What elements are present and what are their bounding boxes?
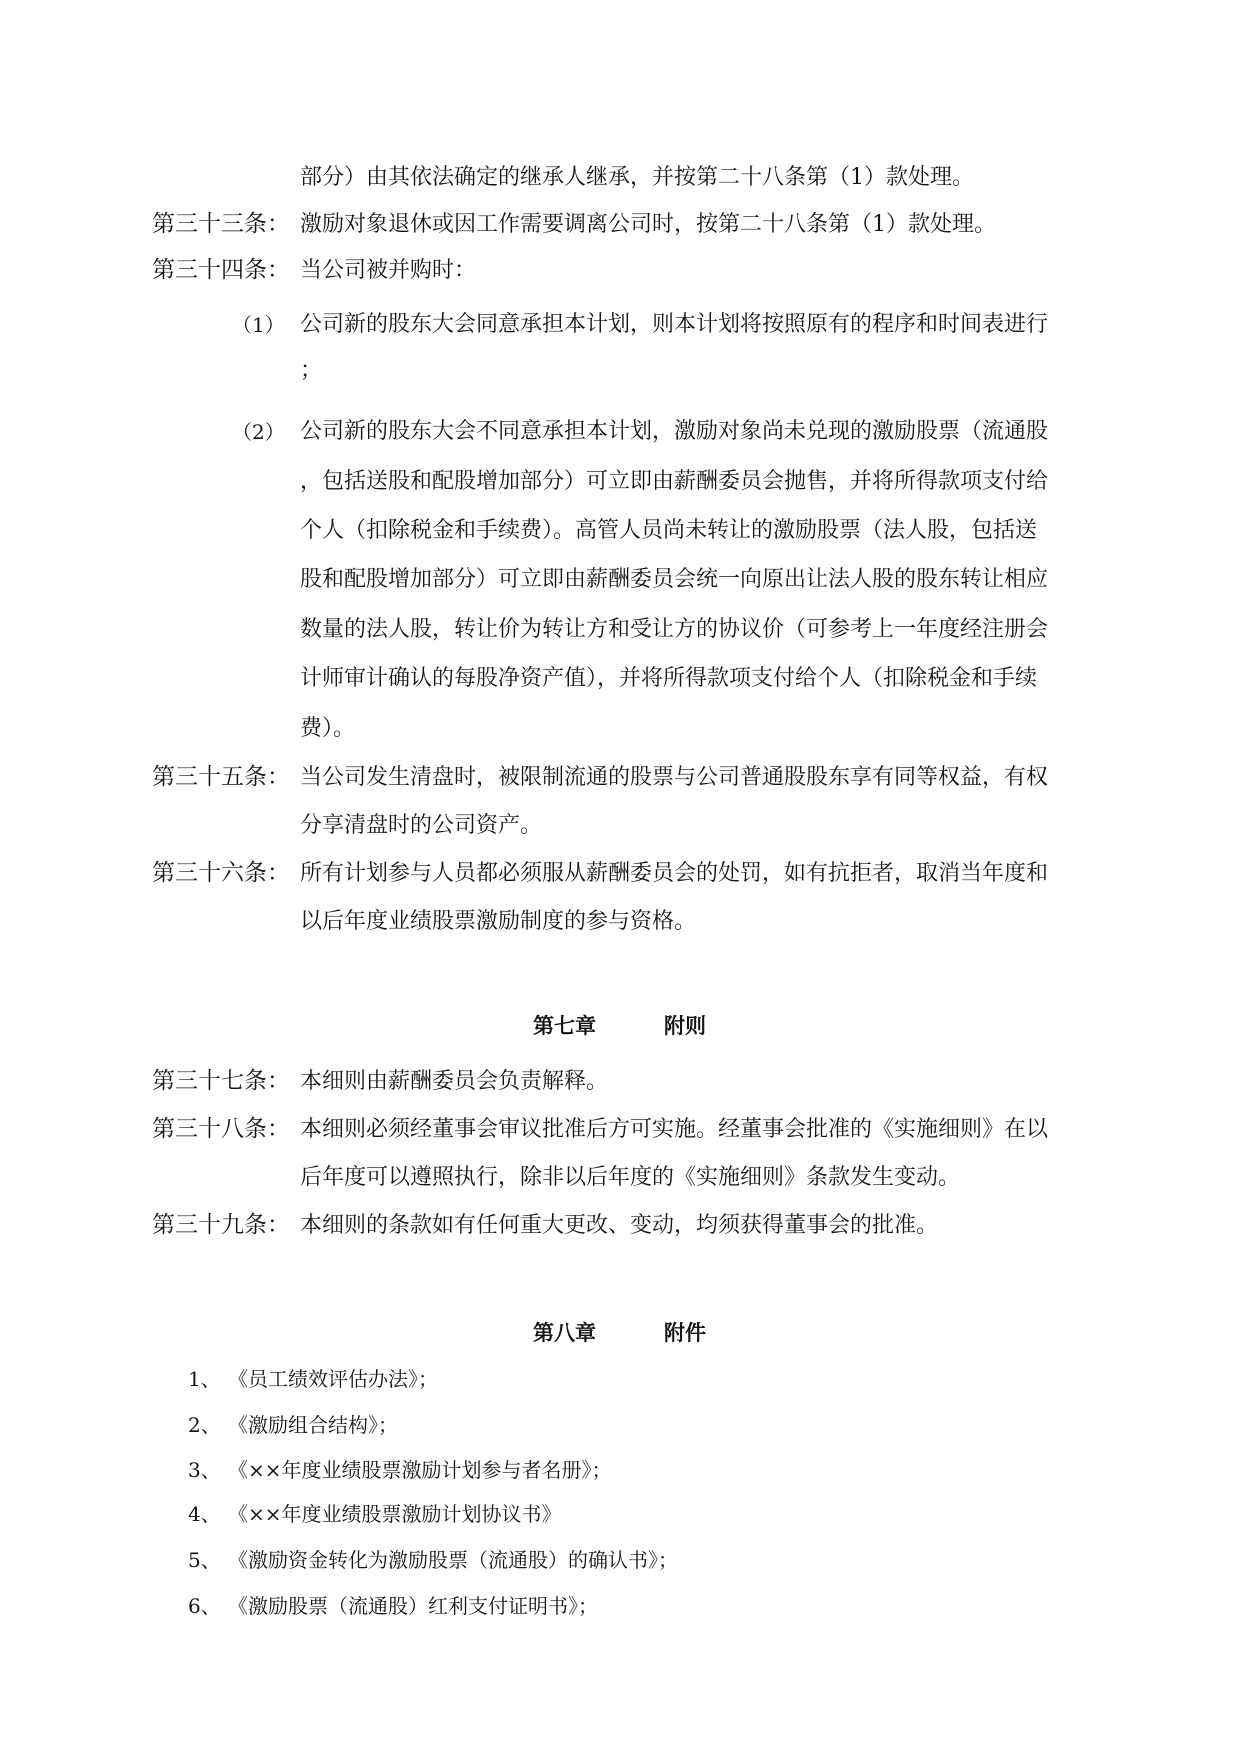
continuation-line: 部分）由其依法确定的继承人继承，并按第二十八条第（1）款处理。: [300, 165, 974, 190]
article-35-label: 第三十五条：: [152, 764, 290, 790]
article-34-item-1-number: （1）: [232, 313, 285, 337]
article-34-item-2-line: 个人（扣除税金和手续费）。高管人员尚未转让的激励股票（法人股，包括送: [300, 518, 1038, 543]
attachment-item: 《激励资金转化为激励股票（流通股）的确认书》；: [228, 1548, 678, 1572]
chapter-8-title: 附件: [664, 1320, 706, 1345]
article-38-label: 第三十八条：: [152, 1116, 290, 1142]
attachment-number: 4、: [188, 1502, 221, 1526]
attachment-number: 5、: [188, 1548, 221, 1572]
chapter-7-number: 第七章: [533, 1013, 596, 1038]
article-38-line: 本细则必须经董事会审议批准后方可实施。经董事会批准的《实施细则》在以: [300, 1117, 1049, 1142]
article-35-line: 分享清盘时的公司资产。: [300, 813, 543, 838]
article-36-line: 以后年度业绩股票激励制度的参与资格。: [300, 909, 697, 934]
article-34-item-2-line: 数量的法人股，转让价为转让方和受让方的协议价（可参考上一年度经注册会: [300, 617, 1049, 642]
article-33-text: 激励对象退休或因工作需要调离公司时，按第二十八条第（1）款处理。: [300, 212, 996, 237]
attachment-number: 2、: [188, 1413, 221, 1437]
article-33-label: 第三十三条：: [152, 211, 290, 237]
article-37-line: 本细则由薪酬委员会负责解释。: [300, 1069, 609, 1094]
article-37-label: 第三十七条：: [152, 1068, 290, 1094]
article-36-line: 所有计划参与人员都必须服从薪酬委员会的处罚，如有抗拒者，取消当年度和: [300, 861, 1049, 886]
article-34-label: 第三十四条：: [152, 257, 290, 283]
article-38-line: 后年度可以遵照执行，除非以后年度的《实施细则》条款发生变动。: [300, 1165, 961, 1190]
article-34-item-2-line: 公司新的股东大会不同意承担本计划，激励对象尚未兑现的激励股票（流通股: [300, 419, 1049, 444]
attachment-number: 6、: [188, 1594, 221, 1618]
attachment-item: 《激励股票（流通股）红利支付证明书》；: [228, 1594, 598, 1618]
chapter-8-number: 第八章: [533, 1320, 596, 1345]
article-34-item-2-number: （2）: [232, 420, 285, 444]
article-34-text: 当公司被并购时：: [300, 258, 477, 283]
article-34-item-1-line: ；: [300, 358, 323, 383]
chapter-7-title: 附则: [664, 1013, 706, 1038]
attachment-item: 《员工绩效评估办法》；: [228, 1367, 438, 1391]
article-36-label: 第三十六条：: [152, 860, 290, 886]
article-34-item-2-line: 计师审计确认的每股净资产值），并将所得款项支付给个人（扣除税金和手续: [300, 666, 1038, 691]
attachment-item: 《激励组合结构》；: [228, 1413, 398, 1437]
attachment-number: 1、: [188, 1367, 221, 1391]
attachment-number: 3、: [188, 1458, 221, 1482]
article-39-line: 本细则的条款如有任何重大更改、变动，均须获得董事会的批准。: [300, 1213, 939, 1238]
article-34-item-2-line: 股和配股增加部分）可立即由薪酬委员会统一向原出让法人股的股东转让相应: [300, 567, 1049, 592]
article-35-line: 当公司发生清盘时，被限制流通的股票与公司普通股股东享有同等权益，有权: [300, 765, 1049, 790]
attachment-item: 《××年度业绩股票激励计划协议书》: [228, 1502, 562, 1526]
article-34-item-2-line: 费）。: [300, 716, 356, 741]
article-34-item-2-line: ，包括送股和配股增加部分）可立即由薪酬委员会抛售，并将所得款项支付给: [300, 469, 1049, 494]
article-34-item-1-line: 公司新的股东大会同意承担本计划，则本计划将按照原有的程序和时间表进行: [300, 312, 1049, 337]
attachment-item: 《××年度业绩股票激励计划参与者名册》；: [228, 1458, 612, 1482]
article-39-label: 第三十九条：: [152, 1212, 290, 1238]
